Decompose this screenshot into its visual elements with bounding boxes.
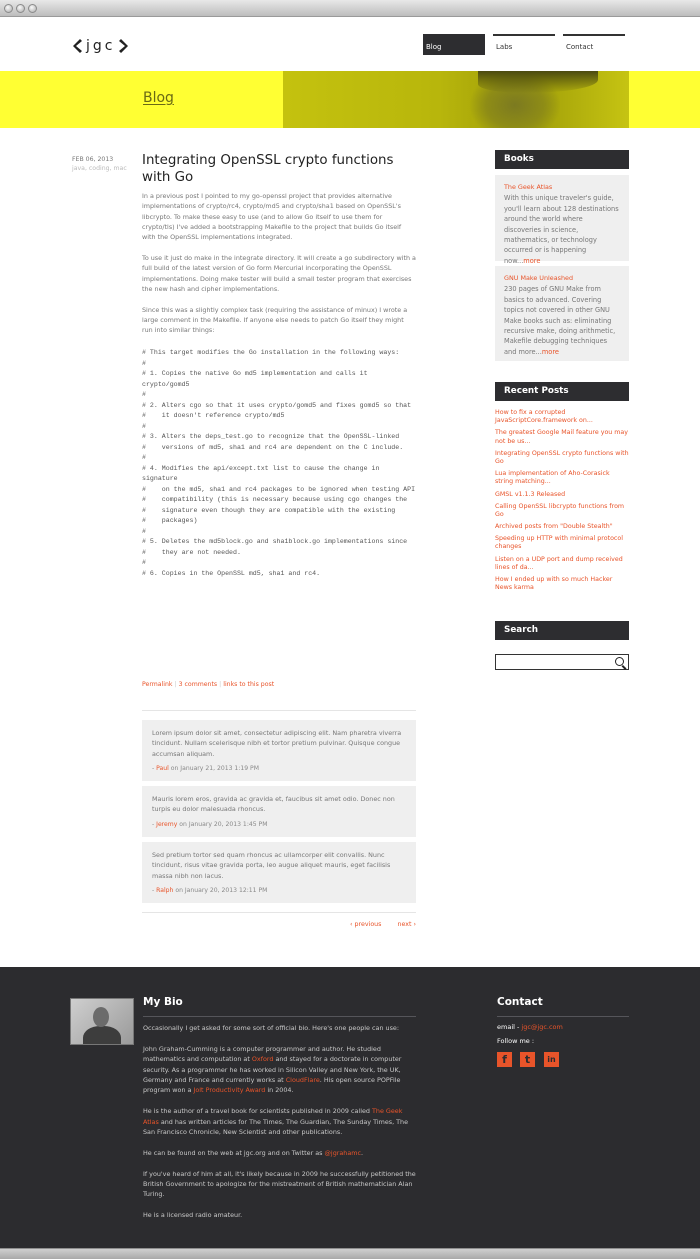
browser-chrome-top [0,0,700,17]
post-body [142,191,416,346]
bio-paragraph [143,1106,416,1137]
bio-intro: Occasionally I get asked for some sort of official bio. Here's one people can use: [143,1024,399,1032]
recent-post-link[interactable]: Lua implementation of Aho-Corasick string matching... [495,470,610,486]
logo-text: jgc [86,38,116,54]
search-icon[interactable] [615,657,624,666]
recent-post-link[interactable]: How I ended up with so much Hacker News karma [495,575,613,592]
bio-photo-head [93,1007,109,1027]
post-meta [72,155,136,173]
post-links: Permalink | 3 comments | links to this post [142,681,275,688]
comment [142,842,416,903]
twitter-icon[interactable]: t [520,1052,535,1067]
bio-text: John Graham-Cumming is a computer programmer and author. He studied mathematics and computation at [143,1044,381,1064]
divider [143,1016,416,1017]
chevron-left-icon [72,39,82,53]
banner-title[interactable]: Blog [143,90,174,106]
banner [0,71,700,128]
bio-text: . [361,1148,364,1157]
comment-meta: - Ralph on January 20, 2013 12:11 PM [152,887,268,895]
recent-post-link[interactable]: Speeding up HTTP with minimal protocol changes [495,535,623,551]
code-block: # This target modifies the Go installation in the following ways: # # 1. Copies the native Go md5 implementation and calls it crypto/gomd5 # # 2. Alters cgo so that it uses crypto/gomd5 and fixes gomd5 so that # it doesn't reference crypto/md5 # # 3. Alters the deps_test.go to recognize that the OpenSSL-linked # versions of md5, sha1 and rc4 are dependent on the C include. # # 4. Modifies the api/except.txt list to cause the change in signature # on the md5, sha1 and rc4 packages to be ignored when testing API # compatibility (this is necessary because using cgo changes the # signature even though they are compatible with the existing # packages) # # 5. Deletes the md5block.go and sha1block.go implementations since # they are not needed. # # 6. Copies in the OpenSSL md5, sha1 and rc4. [142,349,416,577]
bio-text: and stayed for a doctorate in computer security. As a programmer he has worked in Silicon Valley and New York, the UK, Germany and France and currently works at [143,1055,402,1085]
book-description: 230 pages of GNU Make from basics to advanced. Covering topics not covered in other GNU Make books such as: eliminating recursive make, doing arithmetic, Makefile debugging techniques and more... [504,285,616,356]
bio-text: . His open source POPFile program won a [143,1076,401,1095]
facebook-icon[interactable]: f [497,1052,512,1067]
search-heading: Search [495,621,629,640]
email-link[interactable]: jgc@jgc.com [521,1023,563,1031]
more-link[interactable]: more [541,347,559,356]
linkedin-icon[interactable]: in [544,1052,559,1067]
banner-right [629,71,700,128]
nav-blog[interactable]: Blog [423,34,485,55]
book-title[interactable]: The Geek Atlas [504,183,553,191]
recent-post-link[interactable]: How to fix a corrupted JavaScriptCore.framework on... [495,409,593,425]
divider [497,1016,629,1017]
links-to-post-link[interactable]: links to this post [223,681,275,688]
more-link[interactable]: more [523,256,541,265]
cloudflare-link[interactable]: CloudFlare [285,1076,320,1085]
oxford-link[interactable]: Oxford [251,1055,274,1064]
permalink-link[interactable]: Permalink [142,681,173,688]
recent-post-link[interactable]: Archived posts from "Double Stealth" [495,523,613,531]
pagination [350,921,416,928]
previous-link[interactable]: ‹ previous [350,921,382,928]
bio-text: He is the author of a travel book for scientists published in 2009 called [143,1107,372,1116]
recent-post-link[interactable]: Calling OpenSSL libcrypto functions from Go [495,502,625,518]
site-logo[interactable] [72,37,129,55]
search-input[interactable] [495,654,629,670]
bio-heading: My Bio [143,996,183,1008]
geek-atlas-link[interactable]: The Geek Atlas [143,1107,403,1126]
post-paragraph: To use it just do make in the integrate directory. It will create a go subdirectory with a full build of the latest version of Go form Mercurial incorporating the OpenSSL implementations. Doing make tester will build a small tester program that exercises the new hash and cipher implementations. [142,253,416,293]
bio-text: and has written articles for The Times, The Guardian, The Sunday Times, The San Francisco Chronicle, New Scientist and other publications. [143,1117,409,1137]
recent-posts-list [495,409,629,593]
window-close-icon[interactable] [4,4,13,13]
bio-paragraph: If you've heard of him at all, it's likely because in 2009 he successfully petitioned the British Government to apologize for the mistreatment of British mathematician Alan Turing. [143,1169,416,1199]
bio-paragraph [143,1148,416,1158]
bio-photo-body [83,1026,121,1045]
bio-body [143,1023,416,1231]
comment [142,720,416,781]
comment-date: on January 20, 2013 12:11 PM [175,887,268,895]
recent-post-link[interactable]: GMSL v1.1.3 Released [495,490,566,498]
contact-email [497,1023,563,1031]
chevron-right-icon [119,39,129,53]
comment-text: Lorem ipsum dolor sit amet, consectetur adipiscing elit. Nam pharetra viverra tincidunt. Nullam scelerisque nibh et tortor pretium pulvinar. Quisque congue accumsan aliquam. [152,729,402,758]
comment-author[interactable]: Ralph [156,887,174,895]
nav-contact[interactable]: Contact [563,34,625,55]
post-paragraph: Since this was a slightly complex task (requiring the assistance of minux) I wrote a large comment in the Makefile. If anyone else needs to patch Go itself they might run into similar things: [142,305,408,335]
post-date: FEB 06, 2013 [72,156,114,163]
book-card [495,175,629,265]
comment-date: on January 20, 2013 1:45 PM [179,820,268,828]
divider [142,710,416,711]
post-title: Integrating OpenSSL crypto functions with Go [142,153,394,185]
bio-text: He can be found on the web at jgc.org and on Twitter as [143,1148,325,1157]
bio-photo [70,998,134,1045]
next-link[interactable]: next › [397,921,416,928]
post-tags[interactable]: java, coding, mac [72,165,127,172]
nav-labs[interactable]: Labs [493,34,555,55]
recent-post-link[interactable]: Listen on a UDP port and dump received lines of da... [495,555,623,571]
sidebar-books [495,150,629,361]
sidebar-search [495,621,629,670]
book-title[interactable]: GNU Make Unleashed [504,274,574,282]
recent-post-link[interactable]: The greatest Google Mail feature you may not be us... [495,429,629,445]
post-paragraph: In a previous post I pointed to my go-openssl project that provides alternative implementations of crypto/rc4, crypto/md5 and crypto/sha1 based on OpenSSL's libcrypto. To make these easy to use (and to allow Go itself to use them for crypto/tls) I've added a bootstrapping Makefile to the project that builds Go itself with the OpenSSL implementations integrated. [142,192,402,242]
comment-author[interactable]: Paul [156,765,169,773]
recent-post-link[interactable]: Integrating OpenSSL crypto functions with Go [495,449,629,466]
divider [142,912,416,913]
comment-meta: - Paul on January 21, 2013 1:19 PM [152,765,259,773]
books-heading: Books [495,150,629,169]
contact-heading: Contact [497,996,543,1008]
sidebar-recent-posts [495,382,629,596]
recent-posts-heading: Recent Posts [495,382,629,401]
bio-paragraph: He is a licensed radio amateur. [143,1211,243,1220]
comment-meta: - Jeremy on January 20, 2013 1:45 PM [152,820,268,828]
comments-link[interactable]: 3 comments [178,681,218,688]
window-zoom-icon[interactable] [28,4,37,13]
follow-label: Follow me : [497,1037,535,1045]
jolt-award-link[interactable]: Jolt Productivity Award [193,1086,266,1095]
book-description: With this unique traveler's guide, you'll learn about 128 destinations around the world where discoveries in science, mathematics, or technology occurred or is happening now... [504,194,619,265]
main-nav [423,34,625,55]
bio-text: in 2004. [265,1086,294,1095]
comment-text: Sed pretium tortor sed quam rhoncus ac ullamcorper elit convallis. Nunc tincidunt, risus vitae gravida porta, leo augue aliquet mauris, eget facilisis massa nibh non lacus. [152,851,391,880]
book-card [495,266,629,361]
window-minimize-icon[interactable] [16,4,25,13]
twitter-handle-link[interactable]: @jgrahamc [324,1148,362,1157]
email-label: email - [497,1023,522,1031]
comment-text: Mauris lorem eros, gravida ac gravida et, faucibus sit amet odio. Donec non turpis eu dolor malesuada rhoncus. [152,795,395,814]
comment [142,786,416,837]
bio-paragraph [143,1044,416,1096]
comment-author[interactable]: Jeremy [156,820,178,828]
browser-chrome-bottom [0,1248,700,1259]
comment-date: on January 21, 2013 1:19 PM [170,765,259,773]
